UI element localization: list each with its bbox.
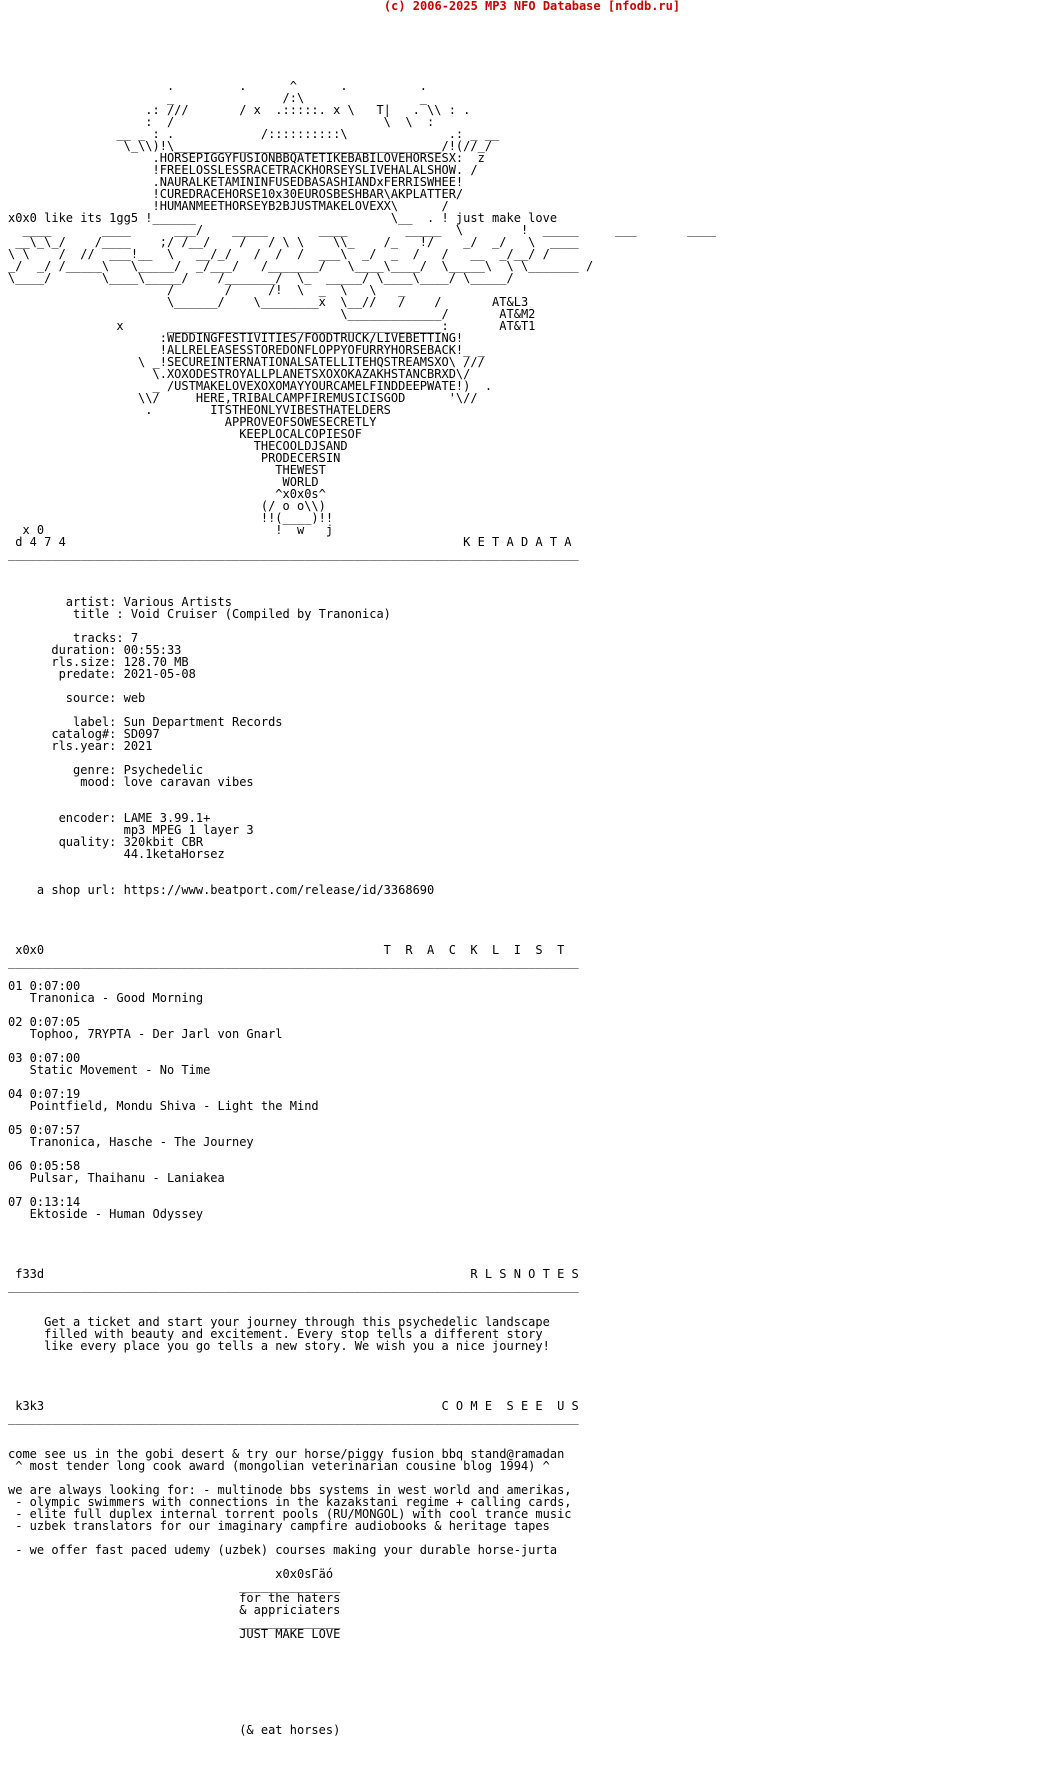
nfo-line: ____ ____ ___/ _____ ____ _____ \ ! _____ ___ ____ [8, 223, 717, 237]
nfo-line: \_\\)!\_____________________________________/!(//_/ [8, 139, 493, 153]
nfo-line: Tranonica - Good Morning [8, 991, 204, 1005]
nfo-line: for the haters [8, 1591, 341, 1605]
nfo-line: . ITSTHEONLYVIBESTHATELDERS [8, 403, 391, 417]
nfo-line: THECOOLDJSAND [8, 439, 348, 453]
nfo-line: x0x0sГäó [8, 1567, 334, 1581]
nfo-line: 05 0:07:57 [8, 1123, 81, 1137]
nfo-line: _ /USTMAKELOVEXOXOMAYYOURCAMELFINDDEEPWATE!) . [8, 379, 493, 393]
nfo-line: mood: love caravan vibes [8, 775, 254, 789]
nfo-line [8, 1652, 1058, 1664]
nfo-line: ______________ [8, 1579, 341, 1593]
nfo-line: x0x0 T R A C K L I S T [8, 943, 565, 957]
nfo-line: :WEDDINGFESTIVITIES/FOODTRUCK/LIVEBETTING! [8, 331, 464, 345]
nfo-line: \ \ / // ___!__ \ __/_/ / / / ___\ _/ _ / / __ _/__/ / [8, 247, 550, 261]
nfo-line [8, 1292, 1058, 1304]
nfo-line [8, 680, 1058, 692]
nfo-line: & appriciaters [8, 1603, 341, 1617]
nfo-line: _______________________________________________________________________________ [8, 547, 579, 561]
nfo-line: (/ o o\\) [8, 499, 326, 513]
nfo-line: 03 0:07:00 [8, 1051, 81, 1065]
nfo-line: \_____________/ AT&M2 [8, 307, 536, 321]
nfo-line: f33d R L S N O T E S [8, 1267, 579, 1281]
nfo-line: !CUREDRACEHORSE10x30EUROSBESHBAR\AKPLATTER/ [8, 187, 464, 201]
nfo-line: WORLD [8, 475, 319, 489]
nfo-text-block [8, 80, 1058, 1736]
nfo-line: __\_\_/ /____ ;/ /__/ / / \ \ \\_ /_ !/ _/ _/ \ ____ [8, 235, 579, 249]
nfo-line: 06 0:05:58 [8, 1159, 81, 1173]
nfo-line [8, 620, 1058, 632]
nfo-line [8, 1640, 1058, 1652]
nfo-line [8, 1700, 1058, 1712]
nfo-line [8, 908, 1058, 920]
nfo-line [8, 1688, 1058, 1700]
nfo-line [8, 860, 1058, 872]
nfo-line: k3k3 C O M E S E E U S [8, 1399, 579, 1413]
nfo-line: \____/ \____\_____/ /_______/ \_ _____/ \____\____/ \_____/ [8, 271, 514, 285]
nfo-line: tracks: 7 [8, 631, 139, 645]
nfo-line[interactable]: a shop url: https://www.beatport.com/release/id/3368690 [8, 883, 435, 897]
nfo-line: genre: Psychedelic [8, 763, 204, 777]
nfo-line: d 4 7 4 K E T A D A T A [8, 535, 572, 549]
nfo-line: _/ _/ /_____\ \_____/ _/___/ /_______/ \____\____/ \_____\ \ \_______ / [8, 259, 594, 273]
nfo-line: \ _!SECUREINTERNATIONALSATELLITEHQSTREAMSXO\ /// [8, 355, 485, 369]
nfo-line: 44.1ketaHorsez [8, 847, 225, 861]
nfo-line: _______________________________________________________________________________ [8, 955, 579, 969]
nfo-line: predate: 2021-05-08 [8, 667, 196, 681]
nfo-line: - we offer fast paced udemy (uzbek) courses making your durable horse-jurta [8, 1543, 558, 1557]
nfo-line: THEWEST [8, 463, 326, 477]
nfo-line [8, 1220, 1058, 1232]
nfo-line: - olympic swimmers with connections in the kazakstani regime + calling cards, [8, 1495, 572, 1509]
nfo-line: like every place you go tells a new story. We wish you a nice journey! [8, 1339, 550, 1353]
nfo-line [8, 1376, 1058, 1388]
nfo-line: _______________________________________________________________________________ [8, 1411, 579, 1425]
nfo-line: artist: Various Artists [8, 595, 232, 609]
nfo-line: rls.size: 128.70 MB [8, 655, 189, 669]
nfo-line: quality: 320kbit CBR [8, 835, 204, 849]
nfo-line [8, 1148, 1058, 1160]
nfo-line: (& eat horses) [8, 1723, 341, 1737]
nfo-line: APPROVEOFSOWESECRETLY [8, 415, 377, 429]
nfo-line [8, 572, 1058, 584]
nfo-line [8, 788, 1058, 800]
nfo-line: Tophoo, 7RYPTA - Der Jarl von Gnarl [8, 1027, 283, 1041]
nfo-line: _______________________________________________________________________________ [8, 1279, 579, 1293]
nfo-line [8, 1004, 1058, 1016]
nfo-line: . . ^ . . [8, 79, 428, 93]
nfo-line [8, 920, 1058, 932]
nfo-line: \.XOXODESTROYALLPLANETSXOXOKAZAKHSTANCBRXD\/ [8, 367, 471, 381]
nfo-line: !HUMANMEETHORSEYB2BJUSTMAKELOVEXX\ / [8, 199, 449, 213]
nfo-line: Get a ticket and start your journey through this psychedelic landscape [8, 1315, 550, 1329]
nfo-line: 02 0:07:05 [8, 1015, 81, 1029]
nfo-line: source: web [8, 691, 146, 705]
nfo-line: .NAURALKETAMININFUSEDBASASHIANDxFERRISWHEE! [8, 175, 464, 189]
nfo-line: filled with beauty and excitement. Every stop tells a different story [8, 1327, 543, 1341]
nfo-line: Tranonica, Hasche - The Journey [8, 1135, 254, 1149]
nfo-line: - elite full duplex internal torrent pools (RU/MONGOL) with cool trance music [8, 1507, 572, 1521]
nfo-line [8, 1076, 1058, 1088]
nfo-line [8, 1040, 1058, 1052]
nfo-line [8, 1676, 1058, 1688]
nfo-line: encoder: LAME 3.99.1+ [8, 811, 211, 825]
nfo-line: .HORSEPIGGYFUSIONBBQATETIKEBABILOVEHORSESX: z [8, 151, 485, 165]
nfo-line [8, 1352, 1058, 1364]
nfo-line: / / /! \ _ \ \ _ [8, 283, 406, 297]
nfo-line: x ______________________________________: AT&T1 [8, 319, 536, 333]
nfo-line [8, 1112, 1058, 1124]
nfo-line: ^x0x0s^ [8, 487, 326, 501]
nfo-line: PRODECERSIN [8, 451, 341, 465]
nfo-line [8, 1664, 1058, 1676]
nfo-line [8, 896, 1058, 908]
nfo-line: !ALLRELEASESSTOREDONFLOPPYOFURRYHORSEBACK!_ _ [8, 343, 485, 357]
nfo-line: x 0 ! w j [8, 523, 334, 537]
nfo-line [8, 1364, 1058, 1376]
nfo-line: mp3 MPEG 1 layer 3 [8, 823, 254, 837]
nfo-line [8, 1424, 1058, 1436]
nfo-line [8, 560, 1058, 572]
nfo-line: Pulsar, Thaihanu - Laniakea [8, 1171, 225, 1185]
nfo-line: .: /// / x .:::::. x \ T| . \\ : . [8, 103, 471, 117]
nfo-line: Static Movement - No Time [8, 1063, 211, 1077]
copyright-header: (c) 2006-2025 MP3 NFO Database [nfodb.ru] [383, 0, 681, 13]
nfo-line: !FREELOSSLESSRACETRACKHORSEYSLIVEHALALSHOW. / [8, 163, 478, 177]
nfo-line: Pointfield, Mondu Shiva - Light the Mind [8, 1099, 319, 1113]
nfo-line: catalog#: SD097 [8, 727, 160, 741]
nfo-line: \______/ \________x \__// / / AT&L3 [8, 295, 529, 309]
nfo-line: Ektoside - Human Odyssey [8, 1207, 204, 1221]
nfo-line: __ _ : . /::::::::::\ .: _ __ [8, 127, 500, 141]
nfo-line [8, 1232, 1058, 1244]
nfo-line: label: Sun Department Records [8, 715, 283, 729]
nfo-line [8, 1184, 1058, 1196]
nfo-line [8, 968, 1058, 980]
nfo-line [8, 1244, 1058, 1256]
nfo-line: JUST MAKE LOVE [8, 1627, 341, 1641]
nfo-line: 01 0:07:00 [8, 979, 81, 993]
nfo-line: duration: 00:55:33 [8, 643, 182, 657]
nfo-line: : / \ \ : [8, 115, 435, 129]
nfo-line: \\/ HERE,TRIBALCAMPFIREMUSICISGOD '\// [8, 391, 478, 405]
nfo-line: rls.year: 2021 [8, 739, 153, 753]
nfo-line: 04 0:07:19 [8, 1087, 81, 1101]
nfo-line: come see us in the gobi desert & try our horse/piggy fusion bbq stand@ramadan [8, 1447, 565, 1461]
nfo-line: !!(____)!! [8, 511, 334, 525]
nfo-line: 07 0:13:14 [8, 1195, 81, 1209]
nfo-line: ______________ [8, 1615, 341, 1629]
nfo-line: _ /:\ _ [8, 91, 428, 105]
nfo-line: KEEPLOCALCOPIESOF [8, 427, 363, 441]
nfo-line: - uzbek translators for our imaginary campfire audiobooks & heritage tapes [8, 1519, 550, 1533]
nfo-line: ^ most tender long cook award (mongolian veterinarian cousine blog 1994) ^ [8, 1459, 550, 1473]
nfo-line: we are always looking for: - multinode bbs systems in west world and amerikas, [8, 1483, 572, 1497]
nfo-line: x0x0 like its 1gg5 !______ \__ . ! just make love [8, 211, 558, 225]
nfo-line: title : Void Cruiser (Compiled by Tranonica) [8, 607, 391, 621]
